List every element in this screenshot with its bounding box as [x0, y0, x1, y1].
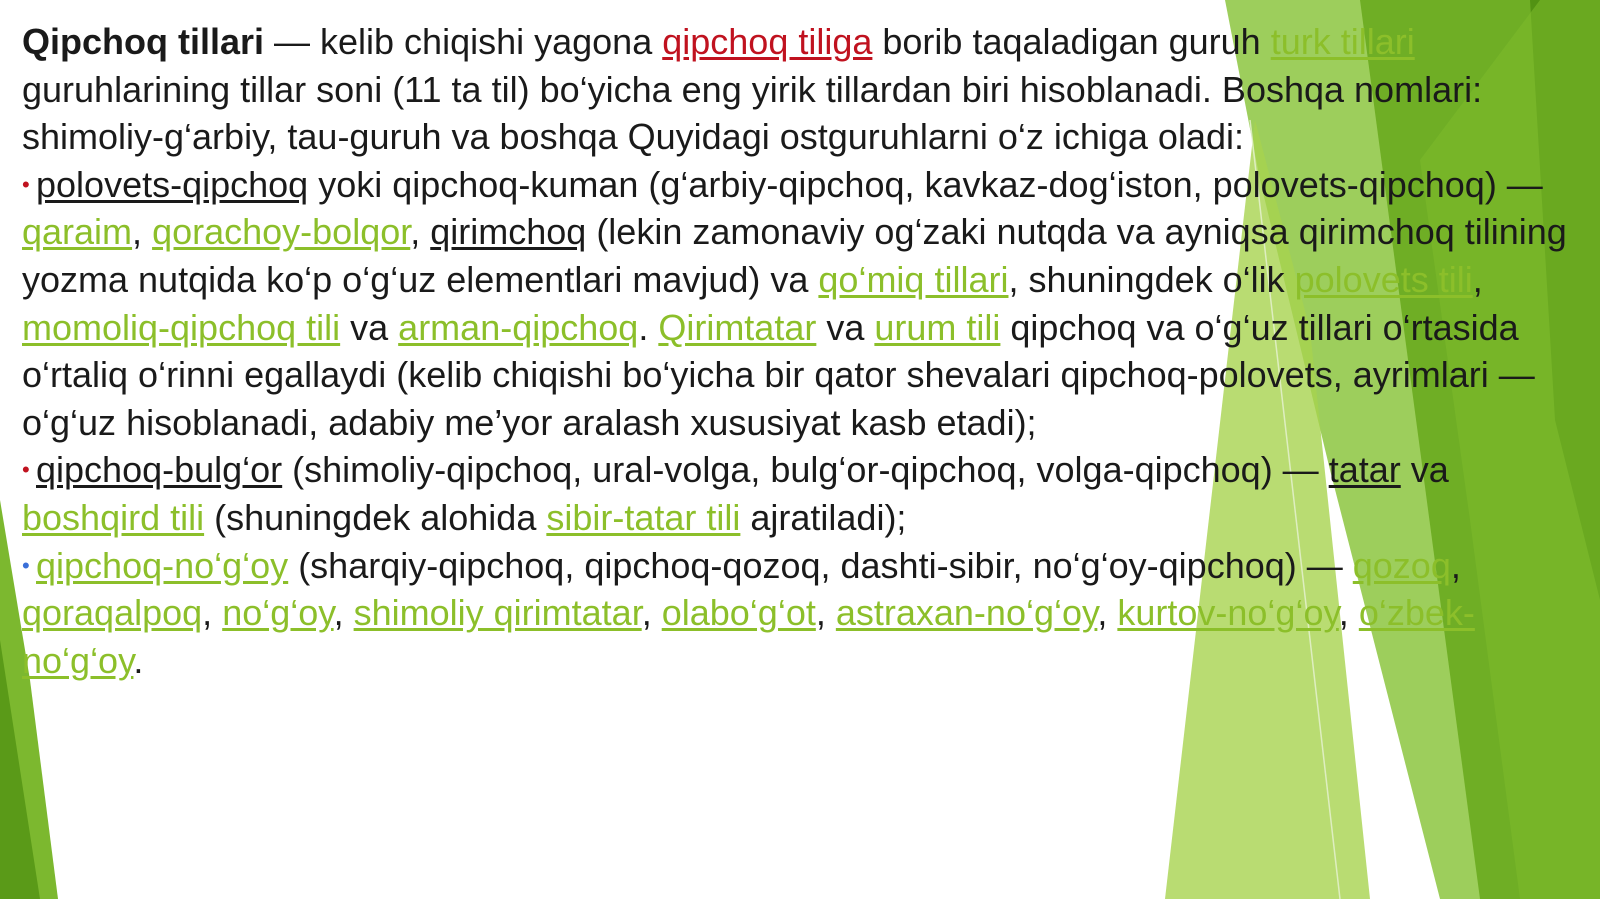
text-run: , shuningdek o‘lik — [1008, 258, 1295, 300]
text-run: , — [1338, 592, 1359, 634]
link-sibir-tatar-tili[interactable]: sibir-tatar tili — [546, 496, 741, 538]
link-qomiq-tillari[interactable]: qo‘miq tillari — [818, 258, 1009, 300]
link-qirimtatar[interactable]: Qirimtatar — [658, 306, 817, 348]
link-qoraqalpoq[interactable]: qoraqalpoq — [22, 592, 203, 634]
text-run: ajratiladi); — [740, 496, 907, 538]
text-run: , — [202, 592, 223, 634]
text-run: , — [815, 592, 836, 634]
link-nogoy[interactable]: no‘g‘oy — [222, 592, 334, 634]
link-qorachoy-bolqor[interactable]: qorachoy-bolqor — [152, 211, 411, 253]
text-run: , — [1450, 544, 1461, 586]
link-turk-tillari[interactable]: turk tillari — [1270, 21, 1415, 62]
text-run: va — [1400, 449, 1449, 491]
text-run: qipchoq va o‘g‘uz tillari o‘rtasida o‘rtaliq o‘rinni egallaydi (kelib chiqishi bo‘yicha bir qator shevalari qipchoq-polovets, ayrimlari — o‘g‘uz hisoblanadi, adabiy me’yor aralash xususiyat kasb etadi); — [22, 306, 1535, 443]
bullet-dot: • — [22, 171, 30, 197]
text-run: , — [1472, 258, 1483, 300]
text-run: , — [410, 211, 431, 253]
slide-text-body — [22, 18, 1582, 684]
text-run: . — [133, 639, 144, 681]
link-boshqird-tili[interactable]: boshqird tili — [22, 496, 205, 538]
text-run: va — [816, 306, 875, 348]
heading-term: Qipchoq tillari — [22, 21, 265, 62]
intro-paragraph — [22, 18, 1582, 161]
bullet-item-polovets — [22, 161, 1582, 447]
text-run: (sharqiy-qipchoq, qipchoq-qozoq, dashti-sibir, no‘g‘oy-qipchoq) — — [288, 544, 1353, 586]
text-run: , — [641, 592, 662, 634]
bullet-dot: • — [22, 552, 30, 578]
text-run: (shuningdek alohida — [204, 496, 547, 538]
link-momoliq-qipchoq-tili[interactable]: momoliq-qipchoq tili — [22, 306, 341, 348]
bullet-item-bulgor — [22, 446, 1582, 541]
link-arman-qipchoq[interactable]: arman-qipchoq — [398, 306, 639, 348]
link-qaraim[interactable]: qaraim — [22, 211, 133, 253]
text-run: (shimoliy-qipchoq, ural-volga, bulg‘or-qipchoq, volga-qipchoq) — — [282, 449, 1329, 491]
text-run: va — [340, 306, 399, 348]
text-run: , — [132, 211, 153, 253]
bullet-dot: • — [22, 457, 30, 483]
text-run: — kelib chiqishi yagona — [264, 21, 663, 62]
link-qipchoq-nogoy[interactable]: qipchoq-no‘g‘oy — [36, 544, 289, 586]
link-qozoq[interactable]: qozoq — [1352, 544, 1451, 586]
link-ozbek-nogoy[interactable]: o‘zbek-no‘g‘oy — [22, 592, 1475, 681]
text-run: (lekin zamonaviy og‘zaki nutqda va ayniqsa qirimchoq tilining yozma nutqida ko‘p o‘g‘uz elementlari mavjud) va — [22, 211, 1567, 300]
link-shimoliy-qirimtatar[interactable]: shimoliy qirimtatar — [353, 592, 642, 634]
text-run: borib taqaladigan guruh — [872, 21, 1271, 62]
text-run: , — [1097, 592, 1118, 634]
link-urum-tili[interactable]: urum tili — [874, 306, 1001, 348]
link-astraxan-nogoy[interactable]: astraxan-no‘g‘oy — [835, 592, 1098, 634]
text-run: guruhlarining tillar soni (11 ta til) bo‘yicha eng yirik tillardan biri hisoblanadi. Boshqa nomlari: shimoliy-g‘arbiy, tau-guruh va boshqa Quyidagi ostguruhlarni o‘z ichiga oladi: — [22, 68, 1483, 158]
link-kurtov-nogoy[interactable]: kurtov-no‘g‘oy — [1117, 592, 1339, 634]
link-qipchoq-bulgor[interactable]: qipchoq-bulg‘or — [36, 449, 283, 491]
link-tatar[interactable]: tatar — [1328, 449, 1401, 491]
text-run: yoki qipchoq-kuman (g‘arbiy-qipchoq, kavkaz-dog‘iston, polovets-qipchoq) — — [308, 163, 1543, 205]
text-run: , — [333, 592, 354, 634]
text-run: . — [638, 306, 659, 348]
link-olabogot[interactable]: olabo‘g‘ot — [661, 592, 816, 634]
link-polovets-tili[interactable]: polovets tili — [1294, 258, 1473, 300]
bullet-item-nogoy — [22, 542, 1582, 685]
link-polovets-qipchoq[interactable]: polovets-qipchoq — [36, 163, 309, 205]
link-qirimchoq[interactable]: qirimchoq — [430, 211, 587, 253]
link-qipchoq-tiliga[interactable]: qipchoq tiliga — [662, 21, 873, 62]
